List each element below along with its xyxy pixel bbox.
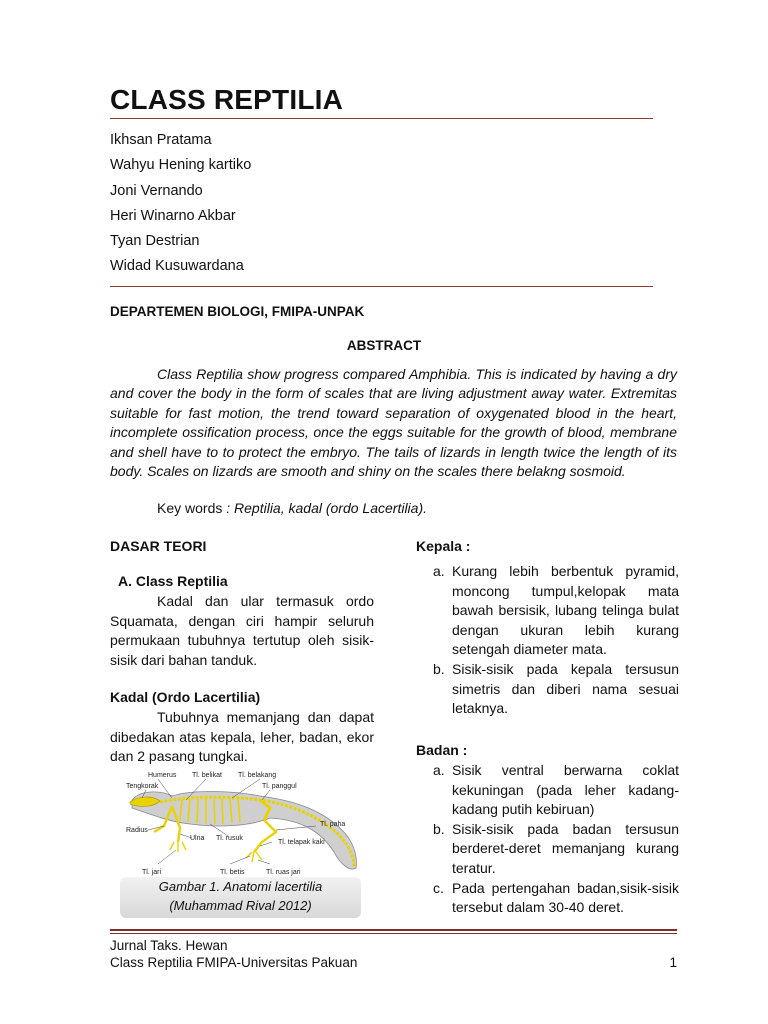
list-item-text: Sisik-sisik pada kepala tersusun simetris dan diberi nama sesuai letaknya. [452, 660, 679, 717]
list-marker: b. [433, 660, 445, 677]
list-marker: c. [433, 879, 444, 896]
dasar-teori-heading [110, 537, 374, 557]
section-heading: Badan : [416, 742, 468, 758]
label-ulna: Ulna [190, 835, 205, 842]
list-marker: a. [433, 563, 445, 579]
abstract-heading: ABSTRACT [346, 338, 422, 353]
list-item [416, 761, 679, 820]
list-item-text: Kurang lebih berbentuk pyramid, moncong tumpul,kelopak mata bawah bersisik, lubang telinga bulat dengan ukuran lebih kurang setengah diameter mata. [452, 563, 679, 658]
footer-journal: Jurnal Taks. Hewan [110, 938, 228, 953]
author: Joni Vernando [110, 182, 203, 199]
footer-running-title: Class Reptilia FMIPA-Universitas Pakuan [110, 955, 358, 970]
hind-leg-bones [254, 820, 276, 852]
subsection-heading: A. Class Reptilia [118, 573, 228, 589]
label-ruas-jari: Tl. ruas jari [266, 869, 301, 876]
keywords-value: : Reptilia, kadal (ordo Lacertilia). [226, 500, 428, 516]
kepala-heading [416, 537, 679, 557]
list-item [416, 562, 679, 660]
kadal-text: Tubuhnya memanjang dan dapat dibedakan atas kepala, leher, badan, ekor dan 2 pasang tungkai. [110, 709, 374, 765]
footer-divider [110, 929, 677, 931]
author: Wahyu Hening kartiko [110, 157, 252, 174]
list-item-text: Sisik ventral berwarna coklat kekuningan (pada leher kadang-kadang putih kebiruan) [452, 762, 679, 818]
keywords [157, 500, 427, 516]
badan-list [416, 761, 679, 918]
author: Heri Winarno Akbar [110, 207, 236, 224]
kadal-heading [110, 688, 374, 708]
label-rusuk: Tl. rusuk [216, 835, 243, 842]
label-panggul: Tl. panggul [262, 783, 297, 790]
list-item-text: Pada pertengahan badan,sisik-sisik tersebut dalam 30-40 deret. [452, 879, 679, 916]
class-reptilia-heading [118, 572, 382, 592]
label-tengkorak: Tengkorak [126, 783, 159, 790]
title-divider [110, 118, 653, 119]
author: Ikhsan Pratama [110, 132, 212, 148]
label-jari: Tl. jari [142, 869, 162, 876]
author: Tyan Destrian [110, 233, 200, 250]
class-reptilia-text: Kadal dan ular termasuk ordo Squamata, dengan ciri hampir seluruh permukaan tubuhnya tertutup oleh sisik-sisik dari bahan tanduk. [110, 593, 374, 668]
abstract-text: Class Reptilia show progress compared Amphibia. This is indicated by having a dry and cover the body in the form of scales that are living adjustment away water. Extremitas suitable for fast motion, the trend toward separation of oxygenated blood in the heart, incomplete ossification process, once the eggs suitable for the growth of blood, membrane and shell have to to protect the embryo. The tails of lizards in length twice the length of its body. Scales on lizards are smooth and shiny on the scales there belakng sosmoid. [110, 366, 677, 480]
label-telapak: Tl. telapak kaki [278, 839, 325, 846]
figure-caption [120, 877, 361, 918]
caption-line: (Muhammad Rival 2012) [169, 898, 312, 913]
front-toe-bones [170, 842, 186, 852]
label-paha: Tl. paha [320, 821, 346, 828]
authors-divider [110, 286, 653, 287]
author: Widad Kusuwardana [110, 258, 244, 275]
section-heading: Kepala : [416, 538, 471, 554]
page-number: 1 [669, 955, 677, 970]
paper-title: CLASS REPTILIA [110, 84, 344, 115]
footer-divider [110, 933, 677, 934]
label-radius: Radius [126, 827, 148, 834]
section-heading: DASAR TEORI [110, 538, 207, 554]
lizard-skeleton-illustration [120, 768, 361, 880]
keywords-label: Key words [157, 500, 223, 516]
department: DEPARTEMEN BIOLOGI, FMIPA-UNPAK [110, 304, 365, 319]
body-silhouette [132, 792, 356, 870]
caption-line: Gambar 1. Anatomi lacertilia [158, 879, 323, 894]
kepala-list [416, 562, 679, 719]
subsection-heading: Kadal (Ordo Lacertilia) [110, 689, 261, 705]
author-list [110, 128, 251, 280]
badan-heading [416, 741, 679, 761]
list-item [416, 660, 679, 719]
page-footer [110, 937, 677, 971]
list-marker: b. [433, 820, 445, 837]
list-item-text: Sisik-sisik pada badan tersusun berderet-deret memanjang kurang teratur. [452, 820, 679, 876]
list-item [416, 820, 679, 879]
label-humerus: Humerus [148, 772, 177, 779]
list-marker: a. [433, 762, 445, 778]
label-belakang: Tl. belakang [238, 772, 277, 779]
label-belikat: Tl. belikat [192, 772, 222, 779]
label-betis: Tl. betis [220, 869, 245, 876]
list-item [416, 879, 679, 918]
